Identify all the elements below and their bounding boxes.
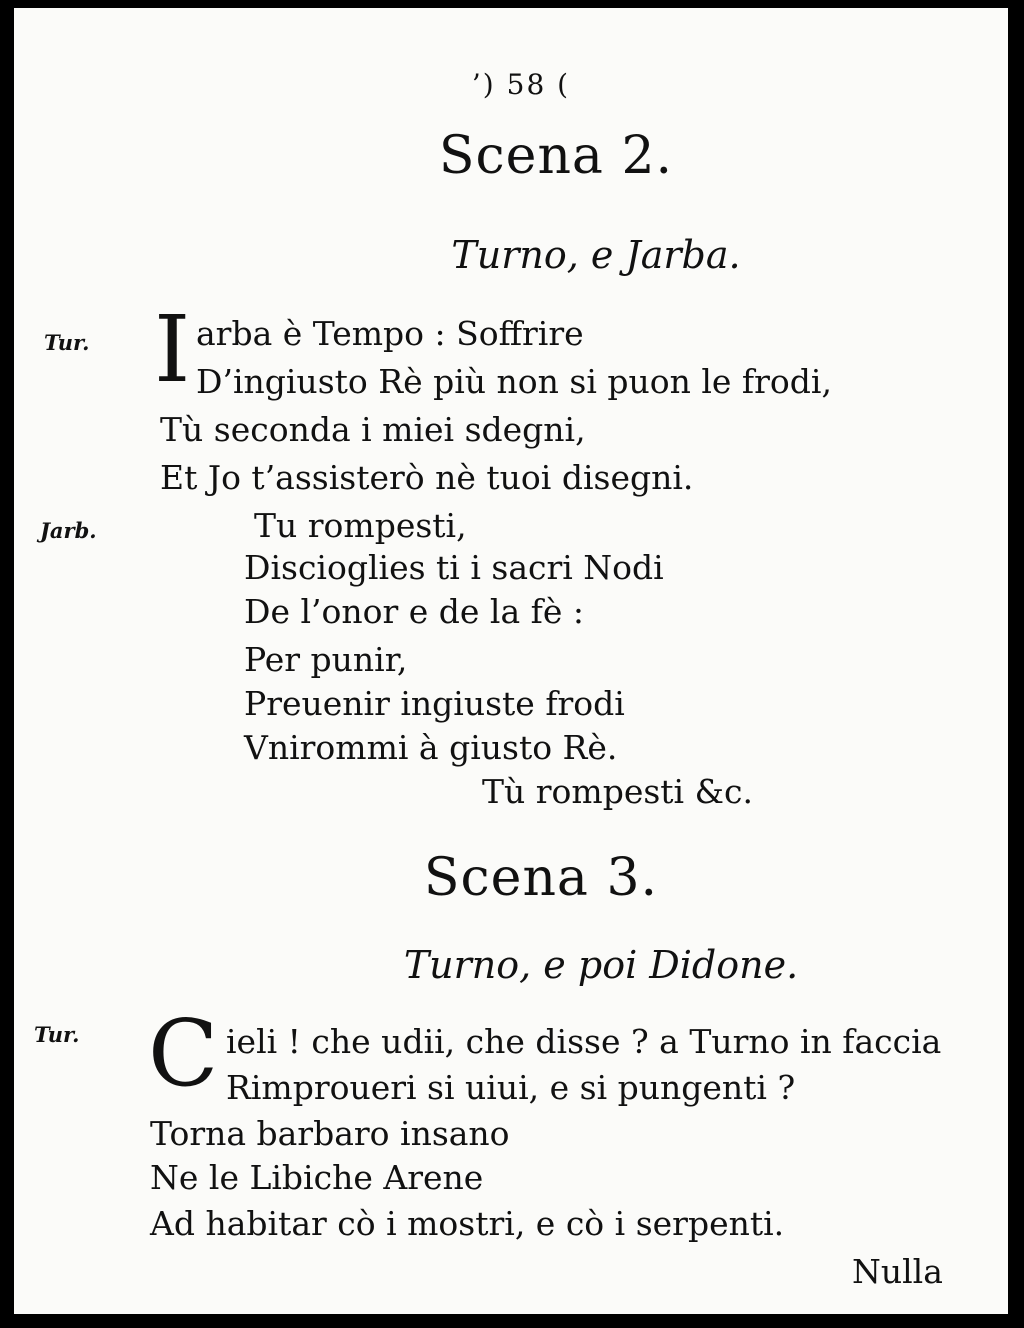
verse-line: Et Jo t’assisterò nè tuoi disegni. [160, 458, 694, 497]
verse-line: Ad habitar cò i mostri, e cò i serpenti. [150, 1204, 785, 1243]
verse-line: Preuenir ingiuste frodi [244, 684, 625, 723]
scene-2-cast: Turno, e Jarba. [451, 233, 741, 277]
drop-cap: I [154, 296, 191, 403]
catchword: Nulla [852, 1252, 943, 1291]
verse-line: Discioglies ti i sacri Nodi [244, 548, 664, 587]
verse-line: Rimproueri si uiui, e si pungenti ? [226, 1068, 796, 1107]
scene-2-title: Scena 2. [438, 126, 674, 186]
verse-line: Tù rompesti &c. [482, 772, 753, 811]
verse-line: Tù seconda i miei sdegni, [160, 410, 586, 449]
book-page [14, 8, 1008, 1314]
verse-line: Vnirommi à giusto Rè. [244, 728, 618, 767]
drop-cap: C [148, 1000, 219, 1107]
verse-line: D’ingiusto Rè più non si puon le frodi, [196, 362, 832, 401]
verse-line: Ne le Libiche Arene [150, 1158, 484, 1197]
page-folio: ’) 58 ( [471, 68, 571, 101]
verse-line: arba è Tempo : Soffrire [196, 314, 584, 353]
speaker-label: Tur. [34, 1022, 80, 1047]
verse-line: Per punir, [244, 640, 408, 679]
speaker-label: Tur. [44, 330, 90, 355]
verse-line: De l’onor e de la fè : [244, 592, 585, 631]
verse-line: Torna barbaro insano [150, 1114, 510, 1153]
verse-line: ieli ! che udii, che disse ? a Turno in faccia [226, 1022, 942, 1061]
scene-3-cast: Turno, e poi Didone. [403, 943, 799, 987]
scene-3-title: Scena 3. [423, 848, 659, 908]
speaker-label: Jarb. [40, 518, 97, 543]
verse-line: Tu rompesti, [254, 506, 467, 545]
